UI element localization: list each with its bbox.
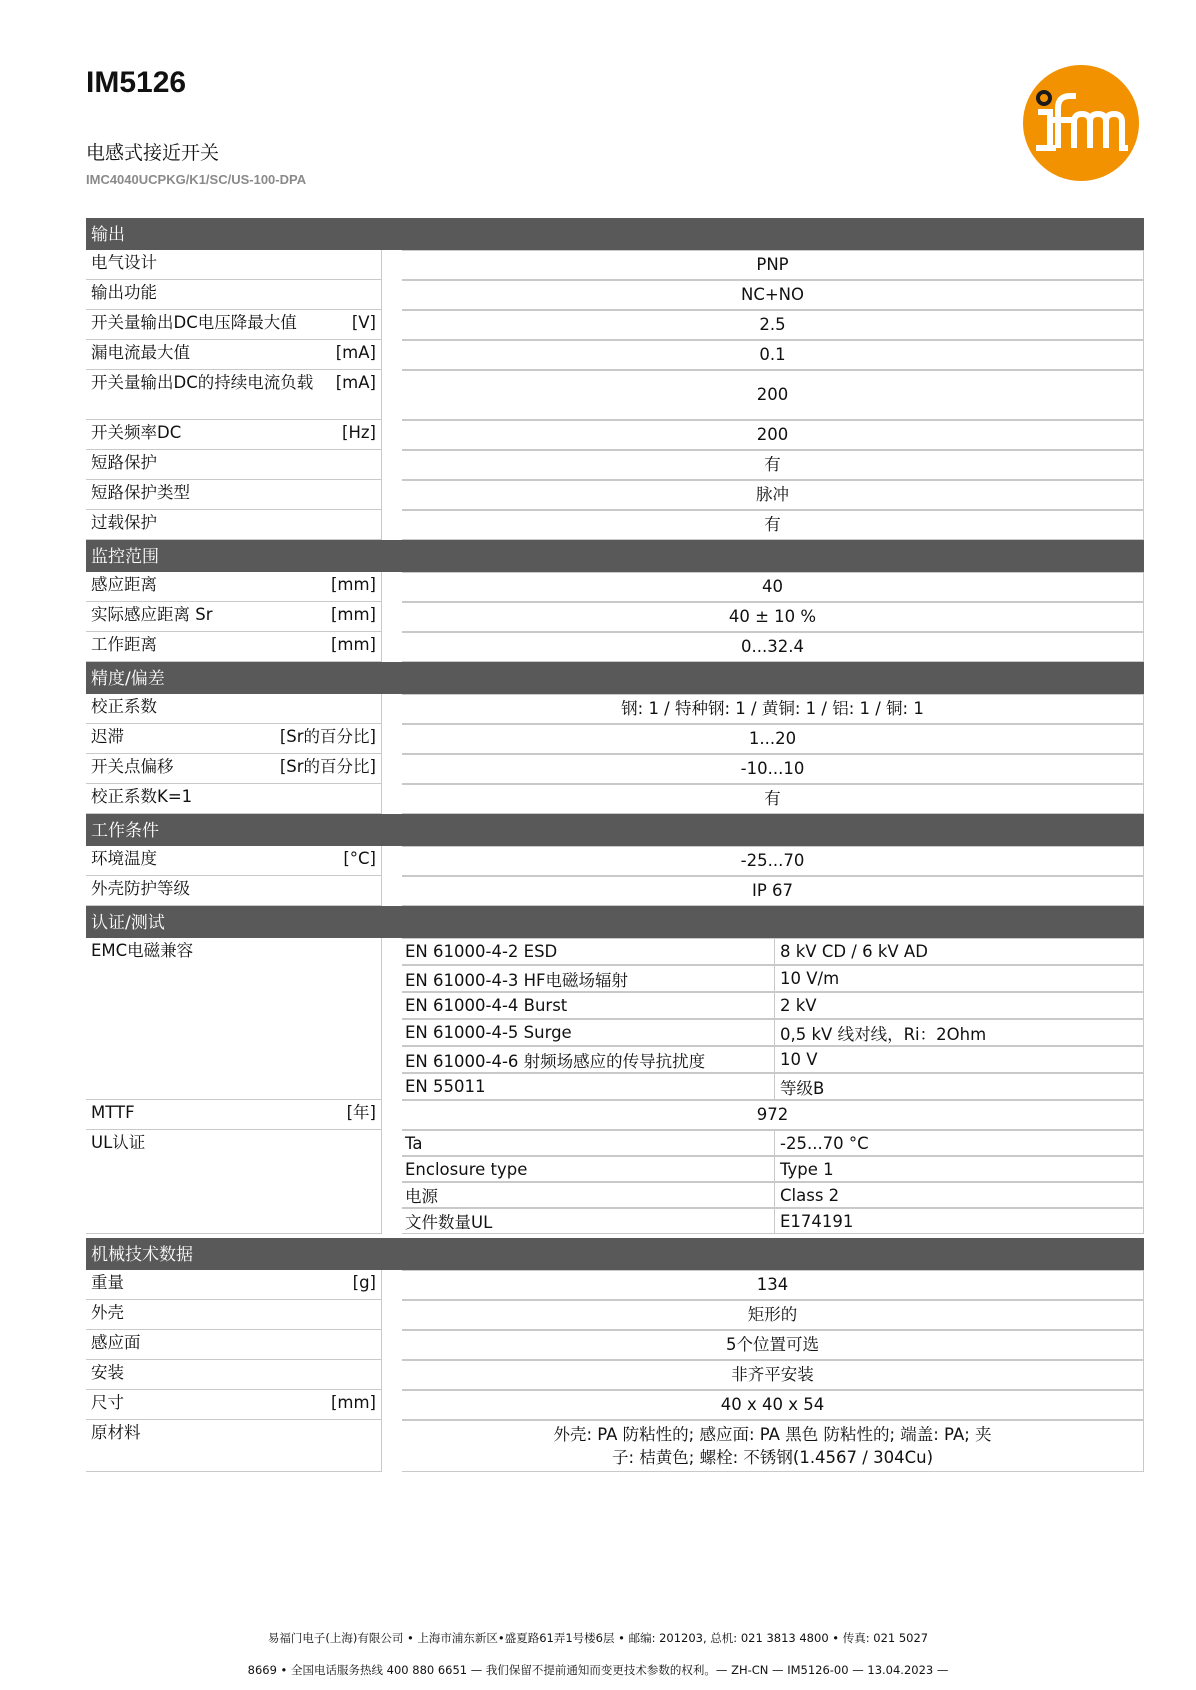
section-header-operating: 工作条件 [86, 814, 1144, 846]
row-label: 尺寸 [91, 1393, 124, 1412]
row-unit: [mm] [330, 605, 376, 624]
row-label-cell [86, 694, 382, 724]
sub-row-value: 0,5 kV 线对线，Ri：2Ohm [775, 1019, 1144, 1046]
accuracy-row [86, 784, 1144, 814]
mechanical-row [86, 1420, 1144, 1472]
row-value: 非齐平安装 [402, 1360, 1144, 1390]
output-row [86, 480, 1144, 510]
row-label-cell [86, 1300, 382, 1330]
row-unit: [°C] [343, 849, 376, 868]
row-unit: [mm] [330, 1393, 376, 1412]
sub-row [402, 1130, 1144, 1156]
row-label: 开关点偏移 [91, 757, 174, 776]
row-label: 开关量输出DC的持续电流负载 [91, 373, 314, 392]
row-value: IP 67 [402, 876, 1144, 906]
emc-row [86, 938, 1144, 1100]
sub-row-key: EN 61000-4-2 ESD [402, 938, 775, 965]
row-unit: [V] [351, 313, 376, 332]
mttf-row [86, 1100, 1144, 1130]
row-value: 200 [402, 370, 1144, 420]
row-label: 开关量输出DC电压降最大值 [91, 313, 297, 332]
row-unit [370, 1332, 376, 1357]
sub-row-value: 10 V/m [775, 965, 1144, 992]
sub-row-key: 电源 [402, 1182, 775, 1208]
row-label: 环境温度 [91, 849, 157, 868]
row-unit: [mA] [335, 343, 376, 362]
row-label-cell [86, 846, 382, 876]
row-value: 外壳: PA 防粘性的; 感应面: PA 黑色 防粘性的; 端盖: PA; 夹子: 桔黄色; 螺栓: 不锈钢(1.4567 / 304Cu) [402, 1420, 1144, 1472]
datasheet-table [86, 218, 1144, 1472]
row-label: 校正系数 [91, 697, 157, 716]
row-label: 工作距离 [91, 635, 157, 654]
row-value: 40 x 40 x 54 [402, 1390, 1144, 1420]
product-code: IMC4040UCPKG/K1/SC/US-100-DPA [86, 172, 307, 187]
accuracy-rows [86, 694, 1144, 814]
sub-row [402, 965, 1144, 992]
row-unit [370, 512, 376, 537]
ifm-logo [1022, 64, 1140, 182]
row-value: 40 ± 10 % [402, 602, 1144, 632]
row-value: 有 [402, 784, 1144, 814]
row-value: 脉冲 [402, 480, 1144, 510]
section-header-approvals: 认证/测试 [86, 906, 1144, 938]
row-label-cell [86, 572, 382, 602]
row-label: 外壳 [91, 1303, 124, 1322]
product-title: IM5126 [86, 66, 187, 99]
footer-legal: 8669 • 全国电话服务热线 400 880 6651 — 我们保留不提前通知而变更技术参数的权利。— ZH-CN — IM5126-00 — 13.04.2023 — [247, 1663, 949, 1677]
row-unit: [mm] [330, 635, 376, 654]
mechanical-row [86, 1360, 1144, 1390]
sub-row-value: -25...70 °C [775, 1130, 1144, 1156]
row-label: 感应面 [91, 1333, 141, 1352]
mechanical-row [86, 1390, 1144, 1420]
row-value: NC+NO [402, 280, 1144, 310]
sub-row-key: 文件数量UL [402, 1208, 775, 1234]
monitoring-row [86, 602, 1144, 632]
output-rows [86, 250, 1144, 540]
row-label: 短路保护类型 [91, 483, 190, 502]
row-label: 安装 [91, 1363, 124, 1382]
row-unit [370, 878, 376, 903]
emc-items [402, 938, 1144, 1100]
sub-row-value: 8 kV CD / 6 kV AD [775, 938, 1144, 965]
row-value: 200 [402, 420, 1144, 450]
row-label-cell [86, 250, 382, 280]
row-unit [370, 696, 376, 721]
monitoring-rows [86, 572, 1144, 662]
mechanical-row [86, 1300, 1144, 1330]
row-value: 钢: 1 / 特种钢: 1 / 黄铜: 1 / 铝: 1 / 铜: 1 [402, 694, 1144, 724]
row-value: 134 [402, 1270, 1144, 1300]
row-label-cell [86, 510, 382, 540]
row-unit: [Sr的百分比] [279, 727, 376, 746]
row-value: 矩形的 [402, 1300, 1144, 1330]
row-unit [370, 282, 376, 307]
row-label-cell [86, 280, 382, 310]
row-label-cell [86, 784, 382, 814]
row-unit [370, 252, 376, 277]
row-label-cell [86, 724, 382, 754]
row-label-cell [86, 876, 382, 906]
sub-row-key: EN 61000-4-3 HF电磁场辐射 [402, 965, 775, 992]
row-label-cell [86, 310, 382, 340]
sub-row [402, 938, 1144, 965]
sub-row [402, 1156, 1144, 1182]
row-label-cell [86, 1270, 382, 1300]
sub-row [402, 992, 1144, 1019]
section-header-accuracy: 精度/偏差 [86, 662, 1144, 694]
sub-row-key: EN 61000-4-6 射频场感应的传导抗扰度 [402, 1046, 775, 1073]
row-label: 电气设计 [91, 253, 157, 272]
mttf-label: MTTF [91, 1103, 135, 1122]
row-unit [370, 452, 376, 477]
sub-row-value: Class 2 [775, 1182, 1144, 1208]
emc-label-cell [86, 938, 382, 1100]
section-header-monitoring: 监控范围 [86, 540, 1144, 572]
accuracy-row [86, 724, 1144, 754]
sub-row-key: EN 55011 [402, 1073, 775, 1100]
emc-label: EMC电磁兼容 [91, 941, 194, 960]
row-unit [370, 1422, 376, 1469]
row-unit: [Hz] [342, 423, 376, 442]
row-value: -10...10 [402, 754, 1144, 784]
operating-row [86, 846, 1144, 876]
output-row [86, 450, 1144, 480]
operating-rows [86, 846, 1144, 906]
row-value: 0.1 [402, 340, 1144, 370]
sub-row [402, 1046, 1144, 1073]
row-label: 校正系数K=1 [91, 787, 193, 806]
sub-row-key: Ta [402, 1130, 775, 1156]
sub-row-value: Type 1 [775, 1156, 1144, 1182]
row-label-cell [86, 632, 382, 662]
sub-row-key: Enclosure type [402, 1156, 775, 1182]
sub-row-value: 等级B [775, 1073, 1144, 1100]
sub-row-value: E174191 [775, 1208, 1144, 1234]
row-unit: [mm] [330, 575, 376, 594]
mttf-label-cell [86, 1100, 382, 1130]
row-label-cell [86, 450, 382, 480]
ul-row [86, 1130, 1144, 1234]
row-label-cell [86, 754, 382, 784]
row-unit [370, 1302, 376, 1327]
row-value: 1...20 [402, 724, 1144, 754]
section-header-mechanical: 机械技术数据 [86, 1238, 1144, 1270]
row-label-cell [86, 602, 382, 632]
footer-address: 易福门电子(上海)有限公司 • 上海市浦东新区•盛夏路61弄1号楼6层 • 邮编: 201203, 总机: 021 3813 4800 • 传真: 021 5027 [267, 1631, 929, 1645]
sub-row-key: EN 61000-4-5 Surge [402, 1019, 775, 1046]
sub-row-value: 2 kV [775, 992, 1144, 1019]
row-label: 原材料 [91, 1423, 141, 1442]
row-value: 有 [402, 510, 1144, 540]
row-label: 输出功能 [91, 283, 157, 302]
row-unit [370, 482, 376, 507]
row-label: 迟滞 [91, 727, 124, 746]
ul-items [402, 1130, 1144, 1234]
mttf-unit: [年] [346, 1103, 376, 1122]
ul-label: UL认证 [91, 1133, 146, 1152]
sub-row-value: 10 V [775, 1046, 1144, 1073]
row-label-cell [86, 1420, 382, 1472]
mttf-value: 972 [402, 1100, 1144, 1130]
row-label-cell [86, 480, 382, 510]
row-unit: [Sr的百分比] [279, 757, 376, 776]
row-label: 感应距离 [91, 575, 157, 594]
row-unit [370, 786, 376, 811]
mechanical-rows [86, 1270, 1144, 1472]
mechanical-row [86, 1330, 1144, 1360]
row-value: 2.5 [402, 310, 1144, 340]
section-header-output: 输出 [86, 218, 1144, 250]
sub-row [402, 1182, 1144, 1208]
row-unit: [mA] [335, 373, 376, 392]
row-label-cell [86, 370, 382, 420]
row-label-cell [86, 1390, 382, 1420]
sub-row [402, 1073, 1144, 1100]
row-value: PNP [402, 250, 1144, 280]
row-label-cell [86, 1330, 382, 1360]
output-row [86, 310, 1144, 340]
row-value: 5个位置可选 [402, 1330, 1144, 1360]
row-label-cell [86, 420, 382, 450]
operating-row [86, 876, 1144, 906]
row-value: 40 [402, 572, 1144, 602]
row-label: 漏电流最大值 [91, 343, 190, 362]
ul-label-cell [86, 1130, 382, 1234]
row-label: 过载保护 [91, 513, 157, 532]
row-unit: [g] [352, 1273, 376, 1292]
row-label: 短路保护 [91, 453, 157, 472]
sub-row [402, 1208, 1144, 1234]
accuracy-row [86, 694, 1144, 724]
monitoring-row [86, 632, 1144, 662]
row-value: -25...70 [402, 846, 1144, 876]
row-label: 外壳防护等级 [91, 879, 190, 898]
row-label-cell [86, 1360, 382, 1390]
mechanical-row [86, 1270, 1144, 1300]
row-label: 实际感应距离 Sr [91, 605, 213, 624]
row-value: 0...32.4 [402, 632, 1144, 662]
monitoring-row [86, 572, 1144, 602]
sub-row-key: EN 61000-4-4 Burst [402, 992, 775, 1019]
output-row [86, 340, 1144, 370]
output-row [86, 510, 1144, 540]
output-row [86, 370, 1144, 420]
sub-row [402, 1019, 1144, 1046]
output-row [86, 280, 1144, 310]
row-label: 开关频率DC [91, 423, 182, 442]
row-value: 有 [402, 450, 1144, 480]
row-label: 重量 [91, 1273, 124, 1292]
row-unit [370, 1362, 376, 1387]
row-label-cell [86, 340, 382, 370]
accuracy-row [86, 754, 1144, 784]
product-subtitle: 电感式接近开关 [86, 142, 220, 164]
output-row [86, 250, 1144, 280]
output-row [86, 420, 1144, 450]
